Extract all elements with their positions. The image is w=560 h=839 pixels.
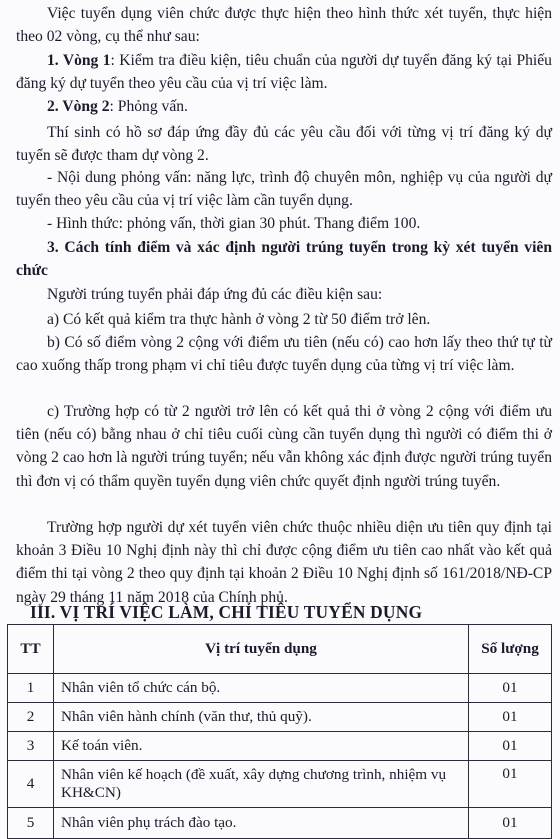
row-position: Nhân viên hành chính (văn thư, thủ quỹ). xyxy=(54,703,469,732)
interview-content-paragraph: - Nội dung phỏng vấn: năng lực, trình độ chuyên môn, nghiệp vụ của người dự tuyển theo yêu cầu của vị trí việc làm cần tuyển dụng. xyxy=(16,169,552,210)
round2-paragraph xyxy=(16,95,552,118)
column-header-tt: TT xyxy=(8,625,54,674)
table-row xyxy=(8,761,552,808)
winner-conditions-paragraph: Người trúng tuyển phải đáp ứng đủ các điều kiện sau: xyxy=(47,286,383,303)
round2-label: 2. Vòng 2 xyxy=(47,98,110,115)
table-row xyxy=(8,703,552,732)
round1-text: : Kiểm tra điều kiện, tiêu chuẩn của người dự tuyển đăng ký tại Phiếu đăng ký dự tuyển theo yêu cầu của vị trí việc làm. xyxy=(16,52,552,93)
column-header-position: Vị trí tuyển dụng xyxy=(54,625,469,674)
section3-heading: 3. Cách tính điểm và xác định người trúng tuyển trong kỳ xét tuyển viên chức xyxy=(16,239,552,280)
table-row xyxy=(8,674,552,703)
row-position: Nhân viên tổ chức cán bộ. xyxy=(54,674,469,703)
table-row xyxy=(8,732,552,761)
row-position: Nhân viên kế hoạch (đề xuất, xây dựng chương trình, nhiệm vụ KH&CN) xyxy=(54,761,469,808)
row-quantity: 01 xyxy=(469,761,552,808)
row-tt: 5 xyxy=(8,808,54,839)
round1-paragraph xyxy=(16,49,552,95)
intro-paragraph: Việc tuyển dụng viên chức được thực hiện theo hình thức xét tuyển, thực hiện theo 02 vòng, cụ thể như sau: xyxy=(16,5,552,46)
section-iii-heading: III. VỊ TRÍ VIỆC LÀM, CHỈ TIÊU TUYỂN DỤNG xyxy=(30,602,423,622)
recruitment-table xyxy=(7,624,552,839)
row-quantity: 01 xyxy=(469,732,552,761)
priority-note-paragraph: Trường hợp người dự xét tuyển viên chức thuộc nhiều diện ưu tiên quy định tại khoản 3 Điều 10 Nghị định này thì chỉ được cộng điểm ưu tiên cao nhất vào kết quả điểm thi tại vòng 2 theo quy định tại khoản 2 Điều 10 Nghị định số 161/2018/NĐ-CP ngày 29 tháng 11 năm 2018 của Chính phủ. xyxy=(16,519,552,606)
interview-format-paragraph: - Hình thức: phỏng vấn, thời gian 30 phút. Thang điểm 100. xyxy=(47,215,421,232)
round2-text: : Phỏng vấn. xyxy=(109,98,188,115)
row-quantity: 01 xyxy=(469,674,552,703)
condition-a: a) Có kết quả kiểm tra thực hành ở vòng 2 từ 50 điểm trở lên. xyxy=(47,311,431,328)
row-tt: 2 xyxy=(8,703,54,732)
table-header-row xyxy=(8,625,552,674)
eligibility-paragraph: Thí sinh có hồ sơ đáp ứng đầy đủ các yêu cầu đối với từng vị trí đăng ký dự tuyển sẽ được tham dự vòng 2. xyxy=(16,124,552,165)
row-position: Kế toán viên. xyxy=(54,732,469,761)
column-header-quantity: Số lượng xyxy=(469,625,552,674)
row-position: Nhân viên phụ trách đào tạo. xyxy=(54,808,469,839)
row-tt: 3 xyxy=(8,732,54,761)
row-tt: 4 xyxy=(8,761,54,808)
condition-c: c) Trường hợp có từ 2 người trở lên có kết quả thi ở vòng 2 cộng với điểm ưu tiên (nếu có) bằng nhau ở chỉ tiêu cuối cùng cần tuyển dụng thì người có điểm thi ở vòng 2 cao hơn là người trúng tuyển; nếu vẫn không xác định được người trúng tuyển thì đơn vị có thẩm quyền tuyển dụng viên chức quyết định người trúng tuyển. xyxy=(16,403,552,490)
row-quantity: 01 xyxy=(469,808,552,839)
row-tt: 1 xyxy=(8,674,54,703)
row-quantity: 01 xyxy=(469,703,552,732)
table-row xyxy=(8,808,552,839)
condition-b: b) Có số điểm vòng 2 cộng với điểm ưu tiên (nếu có) cao hơn lấy theo thứ tự từ cao xuống thấp trong phạm vi chỉ tiêu được tuyển dụng của từng vị trí việc làm. xyxy=(16,334,552,375)
round1-label: 1. Vòng 1 xyxy=(47,52,111,69)
